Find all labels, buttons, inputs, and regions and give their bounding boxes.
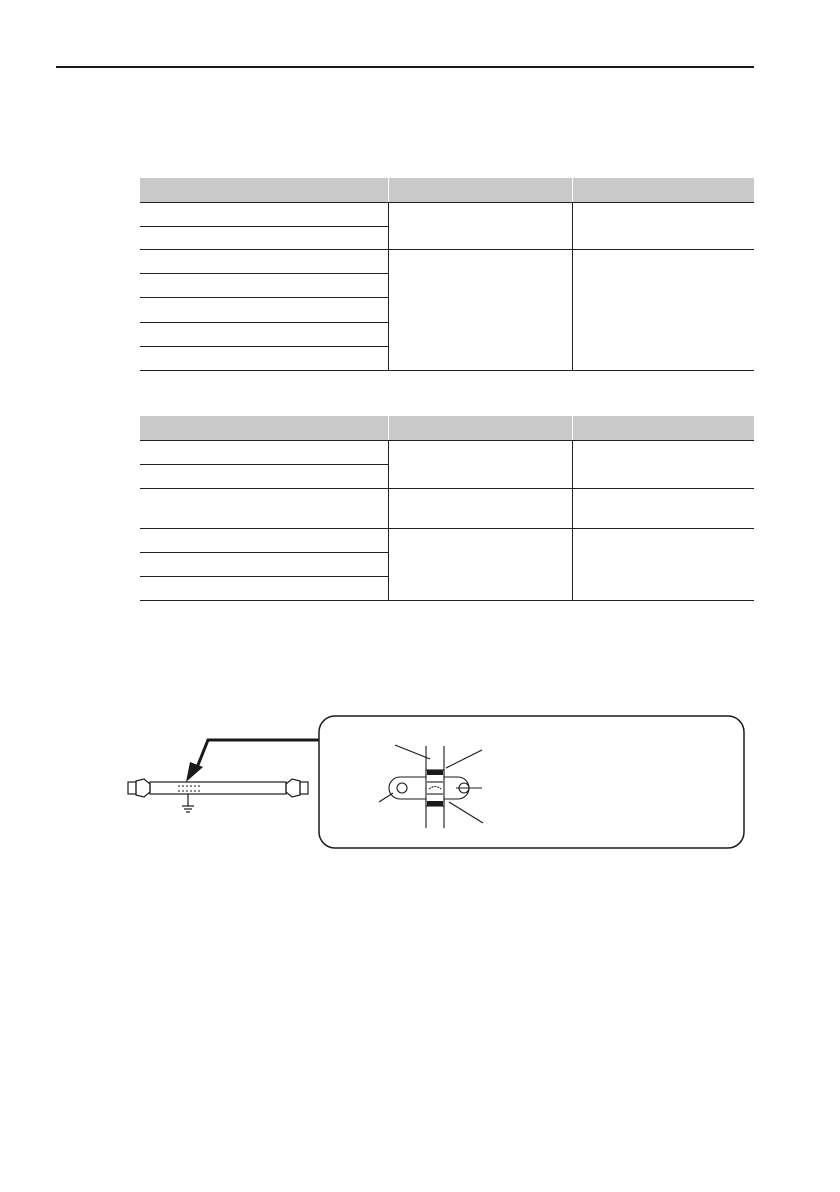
callout-arrow-icon	[186, 740, 319, 782]
shield-clamp-section	[178, 786, 200, 791]
cable-icon	[128, 779, 308, 797]
detail-callout-frame	[319, 716, 744, 848]
ground-symbol-icon	[182, 794, 194, 812]
